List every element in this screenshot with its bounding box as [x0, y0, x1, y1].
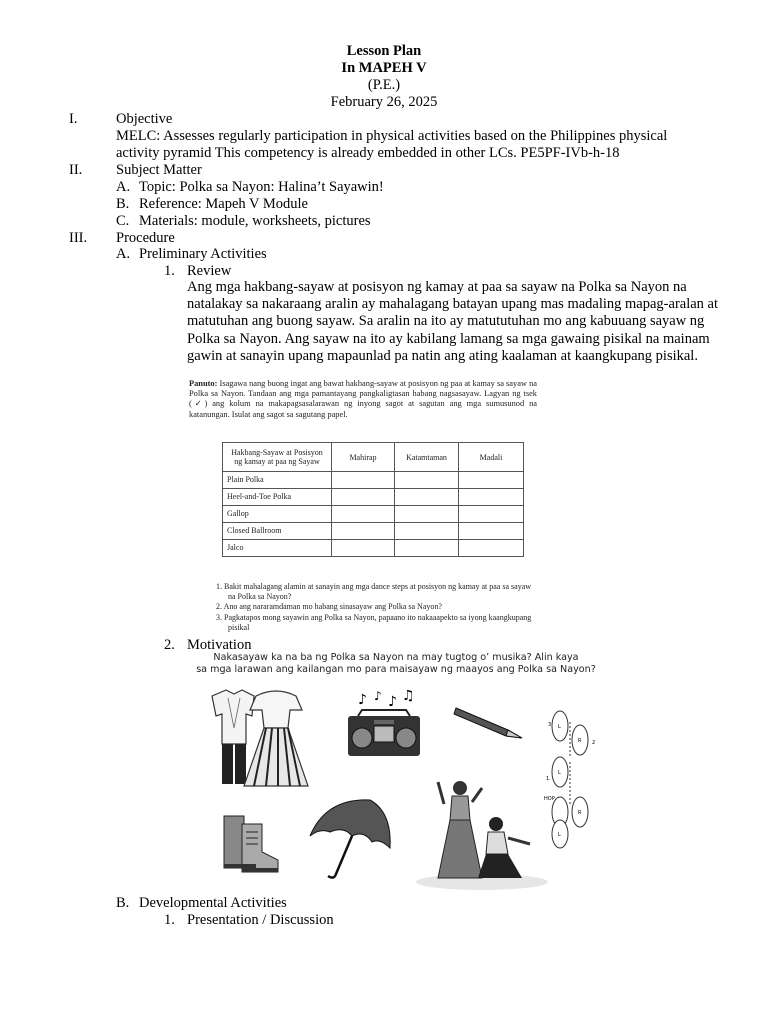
- presentation-marker: 1.: [164, 912, 175, 928]
- question-item: 3. Pagkatapos mong sayawin ang Polka sa Nayon, papaano ito nakaaapekto sa iyong kaangkupang pisikal: [216, 612, 532, 632]
- review-heading: Review: [187, 263, 232, 279]
- table-header: Madali: [459, 443, 524, 472]
- table-cell: Heel-and-Toe Polka: [223, 489, 332, 506]
- footprint-label: HOP: [544, 796, 555, 802]
- footprint-label: 3: [548, 722, 552, 728]
- svg-text:♫: ♫: [402, 690, 415, 704]
- footprint-label: R: [578, 810, 582, 816]
- doc-date: February 26, 2025: [330, 94, 438, 110]
- table-row: [223, 489, 524, 506]
- svg-text:♪: ♪: [388, 694, 397, 710]
- motivation-prompt: [186, 652, 606, 676]
- preliminary-heading: Preliminary Activities: [139, 246, 267, 262]
- doc-area: (P.E.): [367, 77, 401, 93]
- table-cell: Jalco: [223, 540, 332, 557]
- footprint-label: L: [558, 832, 561, 838]
- section-numeral-objective: I.: [69, 111, 78, 127]
- dancers-picture: [412, 774, 550, 892]
- prompt-line: sa mga larawan ang kailangan mo para maisayaw ng maayos ang Polka sa Nayon?: [196, 664, 596, 675]
- table-row: [223, 540, 524, 557]
- section-numeral-subject-matter: II.: [69, 162, 83, 178]
- motivation-heading: Motivation: [187, 637, 252, 653]
- review-marker: 1.: [164, 263, 175, 279]
- section-heading-objective: Objective: [116, 111, 173, 127]
- subject-item-reference: Reference: Mapeh V Module: [139, 196, 308, 212]
- section-heading-procedure: Procedure: [116, 230, 175, 246]
- subject-item-marker: C.: [116, 213, 130, 229]
- table-header: Mahirap: [332, 443, 395, 472]
- table-header: Katamtaman: [395, 443, 459, 472]
- preliminary-marker: A.: [116, 246, 131, 262]
- svg-text:♪: ♪: [374, 690, 382, 703]
- table-header: Hakbang-Sayaw at Posisyon ng kamay at paa ng Sayaw: [223, 443, 332, 472]
- question-item: 1. Bakit mahalagang alamin at sanayin ang mga dance steps at posisyon ng kamay at paa sa sayaw na Polka sa Nayon?: [216, 582, 532, 602]
- table-row: [223, 472, 524, 489]
- worksheet-questions: [216, 582, 536, 633]
- directions-label: Panuto:: [189, 379, 218, 388]
- table-row: [223, 523, 524, 540]
- footprint-label: R: [578, 738, 582, 744]
- subject-item-topic: Topic: Polka sa Nayon: Halina’t Sayawin!: [139, 179, 384, 195]
- table-cell: Gallop: [223, 506, 332, 523]
- table-row: [223, 506, 524, 523]
- footprint-label: L: [558, 770, 561, 776]
- boots-picture: [216, 812, 284, 874]
- review-paragraph: Ang mga hakbang-sayaw at posisyon ng kamay at paa sa sayaw na Polka sa Nayon na natalakay sa nakaraang aralin ay mahalagang batayan upang mas madaling mapag-aralan at matutuhan ang buong sayaw. Sa aralin na ito ay matututuhan mo ang kabuuang sayaw ng Polka sa Nayon. Ang sayaw na ito ay kabilang lamang sa mga gawaing pisikal na mainam gawin at sanayin upang mapaunlad pa natin ang ating kaalaman at kaangkupang pisikal.: [187, 279, 719, 364]
- pencil-picture: [452, 702, 526, 740]
- table-cell: Closed Ballroom: [223, 523, 332, 540]
- directions-text: Isagawa nang buong ingat ang bawat hakbang-sayaw at posisyon ng paa at kamay sa sayaw na Polka sa Nayon. Tandaan ang mga pamantayang pangkaligtasan habang nagsasayaw. Lagyan ng tsek (✓) ang kolum na makapagsasalarawan ng inyong sagot at sagutan ang mga sumusunod na katanungan. Isulat ang sagot sa sagutang papel.: [189, 379, 538, 419]
- melc-line-1: MELC: Assesses regularly participation in physical activities based on the Philippines physical: [116, 128, 668, 144]
- developmental-marker: B.: [116, 895, 130, 911]
- footprint-label: L: [558, 724, 561, 730]
- motivation-marker: 2.: [164, 637, 175, 653]
- doc-subject: In MAPEH V: [341, 60, 427, 76]
- table-cell: Plain Polka: [223, 472, 332, 489]
- question-item: 2. Ano ang nararamdaman mo habang sinasayaw ang Polka sa Nayon?: [216, 602, 442, 612]
- footprint-label: 2: [592, 740, 596, 746]
- section-numeral-procedure: III.: [69, 230, 88, 246]
- footprint-label: 1.: [546, 776, 551, 782]
- svg-text:♪: ♪: [358, 692, 367, 708]
- costume-picture: [204, 688, 312, 790]
- subject-item-materials: Materials: module, worksheets, pictures: [139, 213, 371, 229]
- section-heading-subject-matter: Subject Matter: [116, 162, 202, 178]
- umbrella-picture: [306, 796, 394, 880]
- worksheet-image: [186, 376, 540, 638]
- doc-title: Lesson Plan: [346, 43, 422, 59]
- dance-steps-table: [222, 442, 524, 557]
- subject-item-marker: A.: [116, 179, 131, 195]
- presentation-heading: Presentation / Discussion: [187, 912, 334, 928]
- prompt-line: Nakasayaw ka na ba ng Polka sa Nayon na may tugtog o’ musika? Alin kaya: [213, 652, 579, 663]
- subject-item-marker: B.: [116, 196, 130, 212]
- radio-cassette-picture: [344, 690, 424, 760]
- melc-line-2: activity pyramid This competency is already embedded in other LCs. PE5PF-IVb-h-18: [116, 145, 620, 161]
- worksheet-directions: [189, 379, 537, 420]
- developmental-heading: Developmental Activities: [139, 895, 287, 911]
